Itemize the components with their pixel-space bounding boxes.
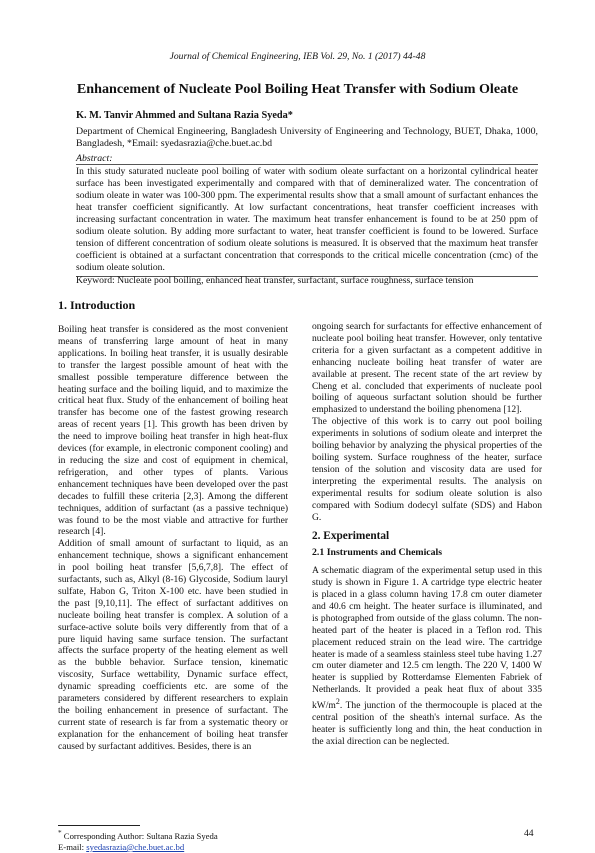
paper-title: Enhancement of Nucleate Pool Boiling Heat Transfer with Sodium Oleate	[76, 81, 519, 97]
keywords: Keyword: Nucleate pool boiling, enhanced heat transfer, surfactant, surface roughness, surface tension	[76, 275, 474, 286]
footnote-author: Corresponding Author: Sultana Razia Syeda	[61, 830, 218, 841]
body-paragraph: Boiling heat transfer is considered as the most convenient means of transferring large amount of heat in many applications. In boiling heat transfer, it is usually desirable to transfer the largest possible amount of heat with the smallest possible temperature difference between the heating surface and the boiling liquid, and to maximize the critical heat flux. Study of the enhancement of boiling heat transfer has become one of the fastest growing research areas of recent years [1]. This growth has been driven by the need to improve boiling heat transfer in high heat-flux devices (for example, in electronic component cooling) and in reducing the size and cost of equipment in chemical, refrigeration, and other types of plants. Various enhancement techniques have been developed over the past decades to fulfill these criteria [2,3]. Among the different techniques, addition of surfactant (as a passive technique) was found to be the most viable and attractive for further research [4].	[58, 324, 288, 538]
footnote-rule	[58, 825, 140, 826]
body-text: A schematic diagram of the experimental setup used in this study is shown in Figure 1. A cartridge type electric heater is placed in a glass column having 17.8 cm outer diameter and 40.6 cm height. The heater surface is illuminated, and is photographed from outside of the glass column. The non-heated part of the heater is placed in a Teflon rod. This placement reduced strain on the lead wire. The cartridge heater is made of a seamless stainless steel tube having 1.27 cm outer diameter and 12.5 cm length. The 220 V, 1400 W heater is supplied by Rotterdamse Elementen Fabriek of Netherlands. It provided a peak heat flux of about 335 kW/m	[312, 565, 542, 712]
body-paragraph: ongoing search for surfactants for effective enhancement of nucleate pool boiling heat transfer. However, only tentative criteria for a given surfactant as a competent additive in enhancing nucleate boiling heat transfer of water are available at present. The recent state of the art review by Cheng et al. concluded that experiments of nucleate pool boiling of aqueous surfactant solution should be further emphasized to understand the boiling phenomena [12].	[312, 321, 542, 416]
right-column	[312, 321, 542, 748]
footnote-email-line	[58, 842, 218, 853]
superscript: 2	[335, 697, 340, 707]
footnote-author-line	[58, 828, 218, 842]
email-link[interactable]: syedasrazia@che.buet.ac.bd	[86, 841, 185, 852]
affiliation: Department of Chemical Engineering, Bangladesh University of Engineering and Technology, BUET, Dhaka, 1000, Bangladesh, *Email: syedasrazia@che.buet.ac.bd	[76, 126, 538, 149]
page-number: 44	[524, 828, 534, 839]
left-column	[58, 324, 288, 753]
footnote-mark: *	[58, 829, 62, 837]
authors: K. M. Tanvir Ahmmed and Sultana Razia Syeda*	[76, 110, 293, 121]
body-paragraph	[312, 565, 542, 748]
abstract-text: In this study saturated nucleate pool boiling of water with sodium oleate surfactant on a horizontal cylindrical heater surface has been investigated experimentally and compared with that of demineralized water. The concentration of sodium oleate in water was 100-300 ppm. The experimental results show that a small amount of surfactant enhances the heat transfer coefficient significantly. At low surfactant concentrations, heat transfer coefficient increases with increasing surfactant concentration in water. The maximum heat transfer enhancement is found to be at 250 ppm of sodium oleate solution. By adding more surfactant to water, heat transfer coefficient is found to be lowered. Surface tension of different concentration of sodium oleate solutions is measured. It is observed that the maximum heat transfer coefficient is obtained at a surfactant concentration that corresponds to the critical micelle concentration (cmc) of the sodium oleate solution.	[76, 166, 538, 273]
body-text: . The junction of the thermocouple is placed at the central position of the sheath's internal surface. As the heater is sufficiently long and thin, the heat conduction in the axial direction can be neglected.	[312, 700, 542, 748]
body-paragraph: The objective of this work is to carry out pool boiling experiments in solutions of sodium oleate and interpret the boiling behavior by analyzing the physical properties of the boiling system. Surface roughness of the heater, surface tension of the solution and viscosity data are used for interpreting the experimental results. The analysis on experimental results for sodium oleate solution is also compared with Sodium dodecyl sulfate (SDS) and Habon G.	[312, 416, 542, 523]
running-head: Journal of Chemical Engineering, IEB Vol. 29, No. 1 (2017) 44-48	[169, 51, 426, 62]
abstract-box	[76, 164, 538, 277]
footnote	[58, 828, 218, 853]
section-heading-experimental: 2. Experimental	[312, 530, 390, 543]
abstract-heading: Abstract:	[76, 153, 113, 164]
subsection-heading-instruments: 2.1 Instruments and Chemicals	[312, 547, 443, 559]
footnote-email-label: E-mail:	[58, 841, 87, 852]
body-paragraph: Addition of small amount of surfactant to liquid, as an enhancement technique, shows a significant enhancement in pool boiling heat transfer [5,6,7,8]. The effect of surfactants, such as, Alkyl (8-16) Glycoside, Sodium lauryl sulfate, Habon G, Triton X-100 etc. have been studied in the past [9,10,11]. The effect of surfactant additives on nucleate boiling heat transfer is complex. A solution of a surface-active solute boils very differently from that of a pure liquid having same surface tension. The surfactant affects the surface property of the heating element as well as the bubble behavior. Surface tension, kinematic viscosity, Surface wettability, Dynamic surface effect, dynamic spreading coefficients etc. are some of the parameters considered by different researchers to explain the boiling enhancement in presence of surfactant. The current state of research is far from a systematic theory or explanation for the enhancement of boiling heat transfer caused by surfactant additives. Besides, there is an	[58, 538, 288, 752]
section-heading-introduction: 1. Introduction	[58, 298, 136, 312]
